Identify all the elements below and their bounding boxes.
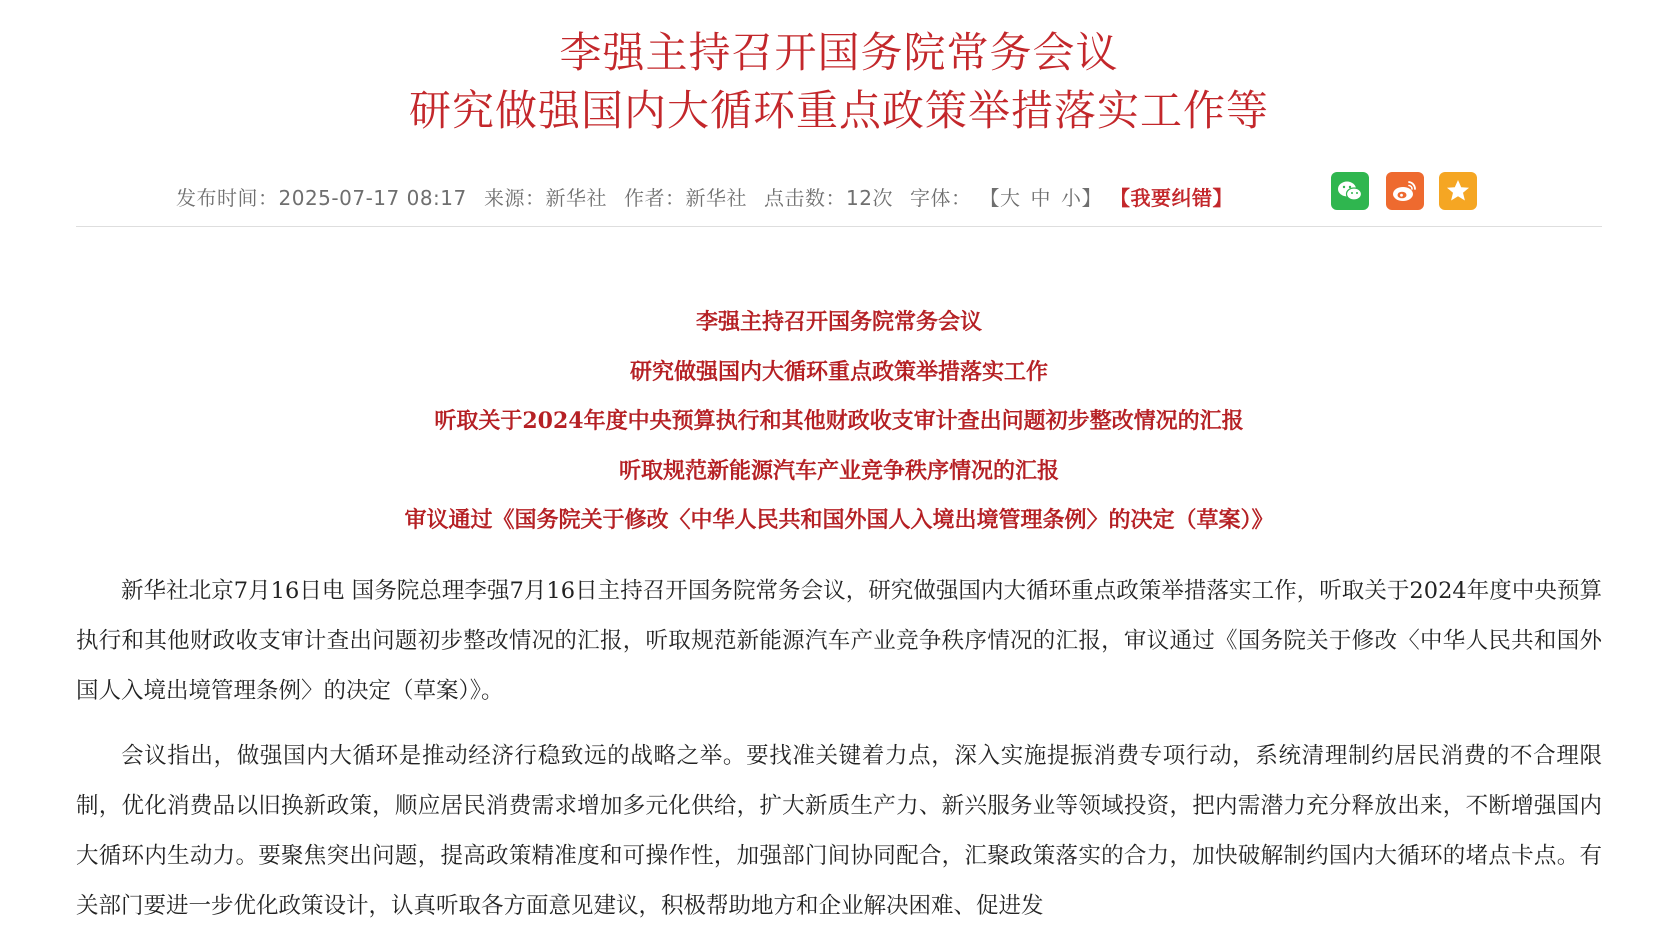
- font-size-control: [910, 182, 1102, 211]
- click-count-label: 点击数：: [764, 186, 846, 210]
- subheading: 听取关于2024年度中央预算执行和其他财政收支审计查出问题初步整改情况的汇报: [434, 408, 1244, 434]
- font-bracket-open: 【: [989, 186, 1000, 210]
- publish-time-value: 2025-07-17 08:17: [278, 186, 467, 210]
- author-label: 作者：: [624, 186, 686, 210]
- click-count: [764, 182, 893, 211]
- article-body: [76, 566, 1602, 946]
- subheading: 李强主持召开国务院常务会议: [695, 309, 982, 335]
- publish-time-label: 发布时间：: [176, 186, 279, 210]
- share-wechat-button[interactable]: [1331, 172, 1369, 210]
- font-bracket-close: 】: [1081, 186, 1102, 210]
- publish-time: [176, 182, 467, 211]
- share-weibo-button[interactable]: [1386, 172, 1424, 210]
- subheading: 研究做强国内大循环重点政策举措落实工作: [629, 358, 1048, 385]
- article-paragraph: 新华社北京7月16日电 国务院总理李强7月16日主持召开国务院常务会议，研究做强国内大循环重点政策举措落实工作，听取关于2024年度中央预算执行和其他财政收支审计查出问题初步整改情况的汇报，听取规范新能源汽车产业竞争秩序情况的汇报，审议通过《国务院关于修改〈中华人民共和国外国人入境出境管理条例〉的决定（草案）》。: [76, 578, 1602, 704]
- article-subheadings: [76, 298, 1602, 546]
- weibo-icon: [1386, 172, 1424, 210]
- article-meta-bar: [76, 172, 1602, 216]
- report-error-link[interactable]: 【我要纠错】: [1110, 186, 1233, 210]
- star-icon: [1439, 172, 1477, 210]
- wechat-icon: [1331, 172, 1369, 210]
- article-title-line-2: 研究做强国内大循环重点政策举措落实工作等: [408, 86, 1269, 135]
- source-value: 新华社: [545, 186, 607, 210]
- article-paragraph: 会议指出，做强国内大循环是推动经济行稳致远的战略之举。要找准关键着力点，深入实施提振消费专项行动，系统清理制约居民消费的不合理限制，优化消费品以旧换新政策，顺应居民消费需求增加多元化供给，扩大新质生产力、新兴服务业等领域投资，把内需潜力充分释放出来，不断增强国内大循环内生动力。要聚焦突出问题，提高政策精准度和可操作性，加强部门间协同配合，汇聚政策落实的合力，加快破解制约国内大循环的堵点卡点。有关部门要进一步优化政策设计，认真听取各方面意见建议，积极帮助地方和企业解决困难、促进发: [76, 743, 1602, 919]
- author-value: 新华社: [685, 186, 747, 210]
- font-size-small[interactable]: 小: [1061, 186, 1082, 210]
- article-title-line-1: 李强主持召开国务院常务会议: [559, 28, 1119, 77]
- meta-divider: [76, 226, 1602, 227]
- article-page: [76, 0, 1602, 919]
- subheading: 听取规范新能源汽车产业竞争秩序情况的汇报: [618, 457, 1059, 484]
- click-count-value: 12次: [846, 186, 893, 210]
- font-size-large[interactable]: 大: [1000, 186, 1021, 210]
- author: [624, 182, 747, 211]
- font-size-medium[interactable]: 中: [1030, 186, 1051, 210]
- source-label: 来源：: [484, 186, 546, 210]
- subheading: 审议通过《国务院关于修改〈中华人民共和国外国人入境出境管理条例〉的决定（草案）》: [404, 507, 1274, 533]
- source: [484, 182, 607, 211]
- favorite-button[interactable]: [1439, 172, 1477, 210]
- font-size-label: 字体：: [910, 186, 972, 210]
- article-title: [76, 24, 1602, 140]
